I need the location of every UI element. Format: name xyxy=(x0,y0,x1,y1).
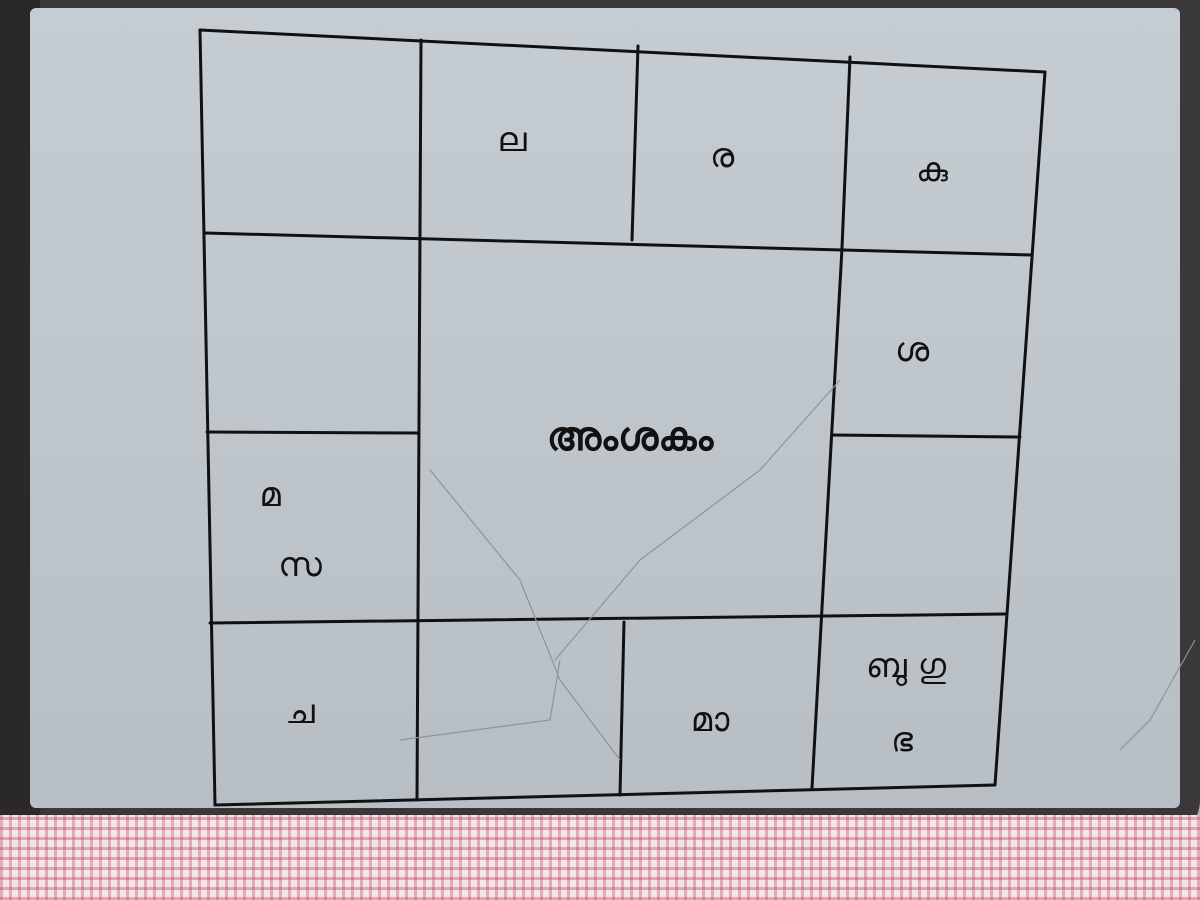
house-top-3: ര xyxy=(709,136,735,176)
house-top-2: ല xyxy=(497,120,527,160)
house-bottom-4-line2: ഭ xyxy=(891,720,913,760)
house-bottom-1: ച xyxy=(285,692,315,732)
house-top-4: കു xyxy=(916,150,948,190)
house-left-2-line2: സ xyxy=(278,545,322,585)
house-bottom-4-line1: ബു ഗു xyxy=(865,646,947,686)
house-bottom-3: മാ xyxy=(690,700,730,740)
house-right-1: ശ xyxy=(894,330,930,370)
house-left-2-line1: മ xyxy=(259,475,281,515)
chart-title: അംശകം xyxy=(546,414,714,460)
